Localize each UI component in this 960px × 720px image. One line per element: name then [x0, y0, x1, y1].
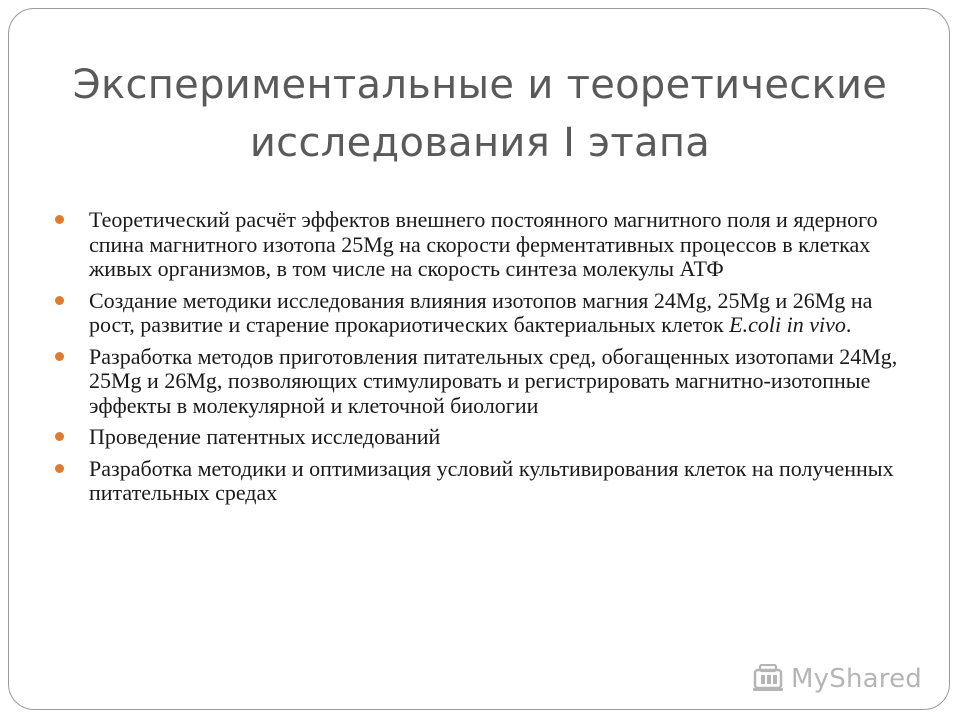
bullet-text-italic: E.coli in vivo: [729, 312, 846, 337]
bullet-marker-icon: [55, 432, 64, 441]
watermark-text: MyShared: [791, 664, 922, 694]
bullet-marker-icon: [55, 296, 64, 305]
bullet-text: Разработка методов приготовления питательных сред, обогащенных изотопами 24Mg, 25Mg и 26Mg, позволяющих стимулировать и регистрировать магнитно-изотопные эффекты в молекулярной и клеточной биологии: [89, 343, 898, 418]
slide-title: [30, 56, 930, 172]
bullet-text: Теоретический расчёт эффектов внешнего постоянного магнитного поля и ядерного спина магнитного изотопа 25Mg на скорости ферментативных процессов в клетках живых организмов, в том числе на скорость синтеза молекулы АТФ: [89, 207, 878, 281]
bullet-text: Создание методики исследования влияния изотопов магния 24Mg, 25Mg и 26Mg на рост, развитие и старение прокариотических бактериальных клеток: [89, 287, 873, 337]
title-line-2: исследования I этапа: [249, 120, 711, 166]
bullet-item: [55, 208, 915, 282]
bullet-text: Проведение патентных исследований: [89, 424, 441, 449]
bullet-list: [55, 208, 915, 513]
bullet-marker-icon: [55, 464, 64, 473]
title-line-1: Экспериментальные и теоретические: [72, 62, 888, 108]
bullet-marker-icon: [55, 352, 64, 361]
watermark: [751, 664, 922, 694]
bullet-item: [55, 289, 915, 338]
bullet-item: [55, 345, 915, 419]
bullet-text-end: .: [845, 312, 852, 337]
bullet-item: [55, 425, 915, 450]
bullet-text: Разработка методики и оптимизация условий культивирования клеток на полученных питательных средах: [89, 455, 894, 505]
bullet-item: [55, 457, 915, 506]
bullet-marker-icon: [55, 215, 64, 224]
myshared-logo-icon: [751, 664, 785, 694]
